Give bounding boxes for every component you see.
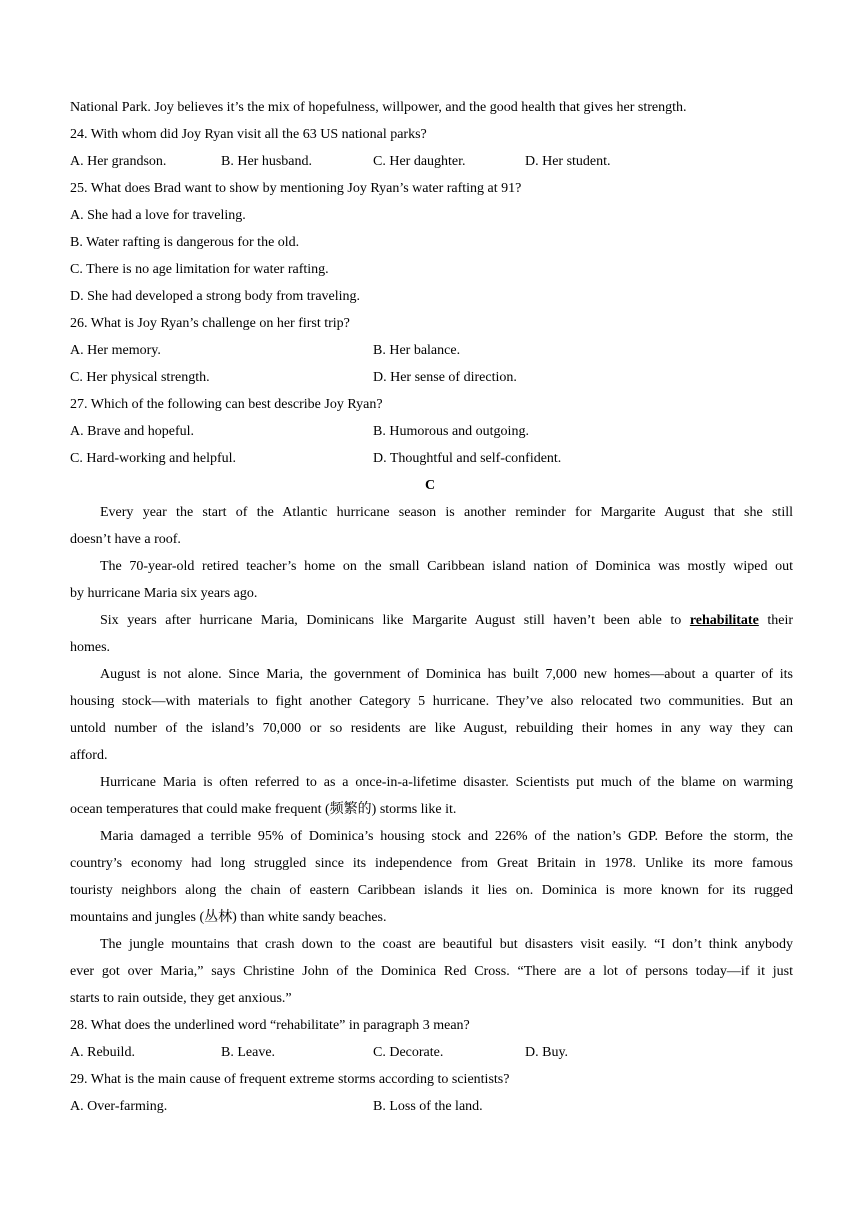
q26-option-c: C. Her physical strength. (70, 370, 210, 385)
passage-c-p5-line1: Hurricane Maria is often referred to as a once-in-a-lifetime disaster. Scientists put much of the blame on warming (100, 775, 793, 790)
q25-stem: 25. What does Brad want to show by mentioning Joy Ryan’s water rafting at 91? (70, 181, 522, 196)
passage-c-p3-line2: homes. (70, 640, 111, 655)
q25-option-b: B. Water rafting is dangerous for the old. (70, 235, 300, 250)
passage-c-p1-line1: Every year the start of the Atlantic hurricane season is another reminder for Margarite August that she still (100, 505, 793, 520)
passage-b-tail: National Park. Joy believes it’s the mix of hopefulness, willpower, and the good health that gives her strength. (70, 100, 687, 115)
p3-text-before: Six years after hurricane Maria, Dominicans like Margarite August still haven’t been able to (100, 613, 682, 628)
q24-stem: 24. With whom did Joy Ryan visit all the 63 US national parks? (70, 127, 427, 142)
q27-option-a: A. Brave and hopeful. (70, 424, 195, 439)
passage-c-p2-line2: by hurricane Maria six years ago. (70, 586, 258, 601)
q24-option-a: A. Her grandson. (70, 154, 167, 169)
passage-c-p6-line3: touristy neighbors along the chain of eastern Caribbean islands it lies on. Dominica is more known for its rugged (70, 883, 793, 898)
passage-c-p3-line1 (100, 612, 793, 630)
passage-c-p6-line1: Maria damaged a terrible 95% of Dominica’s housing stock and 226% of the nation’s GDP. Before the storm, the (100, 829, 793, 844)
q26-stem: 26. What is Joy Ryan’s challenge on her first trip? (70, 316, 350, 331)
q25-option-d: D. She had developed a strong body from traveling. (70, 289, 361, 304)
q26-option-d: D. Her sense of direction. (373, 370, 517, 385)
q24-option-c: C. Her daughter. (373, 154, 466, 169)
q29-option-b: B. Loss of the land. (373, 1099, 483, 1114)
q27-option-d: D. Thoughtful and self-confident. (373, 451, 562, 466)
passage-c-p4-line2: housing stock—with materials to fight another Category 5 hurricane. They’ve also relocated two communities. But an (70, 694, 793, 709)
passage-c-p1-line2: doesn’t have a roof. (70, 532, 181, 547)
passage-c-p2-line1: The 70-year-old retired teacher’s home on the small Caribbean island nation of Dominica was mostly wiped out (100, 559, 793, 574)
passage-c-p6-line2: country’s economy had long struggled since its independence from Great Britain in 1978. Unlike its more famous (70, 856, 793, 871)
q28-option-b: B. Leave. (221, 1045, 276, 1060)
p3-text-after: their (767, 613, 794, 628)
passage-c-p4-line1: August is not alone. Since Maria, the government of Dominica has built 7,000 new homes—about a quarter of its (100, 667, 793, 682)
section-c-heading: C (424, 478, 436, 493)
q26-option-b: B. Her balance. (373, 343, 461, 358)
q25-option-a: A. She had a love for traveling. (70, 208, 246, 223)
passage-c-p6-line4: mountains and jungles (丛林) than white sandy beaches. (70, 910, 387, 925)
q28-option-c: C. Decorate. (373, 1045, 444, 1060)
q25-option-c: C. There is no age limitation for water rafting. (70, 262, 329, 277)
q28-stem: 28. What does the underlined word “rehabilitate” in paragraph 3 mean? (70, 1018, 470, 1033)
q27-stem: 27. Which of the following can best describe Joy Ryan? (70, 397, 383, 412)
passage-c-p5-line2: ocean temperatures that could make frequent (频繁的) storms like it. (70, 802, 457, 817)
q28-option-d: D. Buy. (525, 1045, 569, 1060)
underlined-word-rehabilitate: rehabilitate (689, 613, 759, 628)
q24-option-b: B. Her husband. (221, 154, 312, 169)
q29-stem: 29. What is the main cause of frequent extreme storms according to scientists? (70, 1072, 510, 1087)
passage-c-p7-line2: ever got over Maria,” says Christine John of the Dominica Red Cross. “There are a lot of persons today—if it just (70, 964, 793, 979)
passage-c-p4-line4: afford. (70, 748, 108, 763)
q27-option-c: C. Hard-working and helpful. (70, 451, 237, 466)
q26-option-a: A. Her memory. (70, 343, 161, 358)
passage-c-p7-line3: starts to rain outside, they get anxious.” (70, 991, 292, 1006)
q28-option-a: A. Rebuild. (70, 1045, 135, 1060)
passage-c-p4-line3: untold number of the island’s 70,000 or so residents are like August, rebuilding their homes in any way they can (70, 721, 793, 736)
q27-option-b: B. Humorous and outgoing. (373, 424, 529, 439)
passage-c-p7-line1: The jungle mountains that crash down to the coast are beautiful but disasters visit easily. “I don’t think anybody (100, 937, 793, 952)
q24-option-d: D. Her student. (525, 154, 611, 169)
q29-option-a: A. Over-farming. (70, 1099, 168, 1114)
